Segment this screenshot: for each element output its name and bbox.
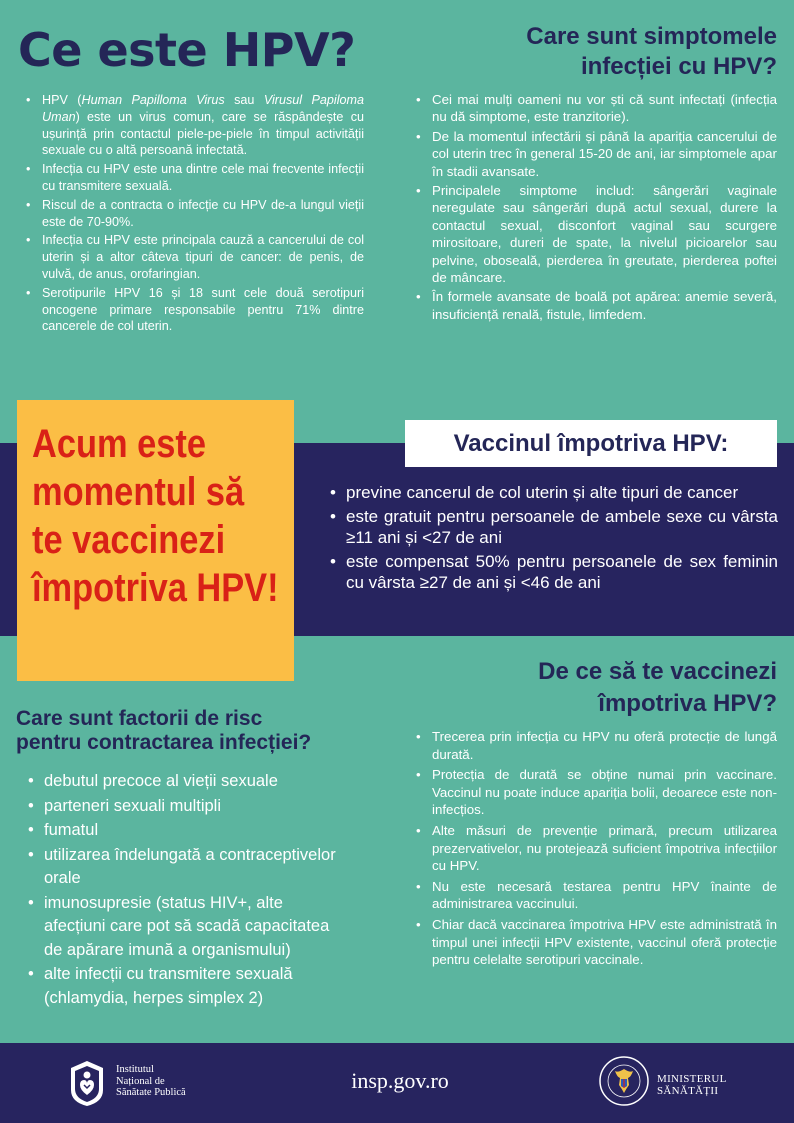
why-vaccinate-heading: De ce să te vaccinezi împotriva HPV? <box>538 658 777 717</box>
hpv-facts-list <box>24 92 364 337</box>
list-item: • este compensat 50% pentru persoanele de sex feminin cu vârsta ≥27 de ani și <46 de ani <box>328 551 778 593</box>
list-item: • este gratuit pentru persoanele de ambele sexe cu vârsta ≥11 ani și <27 de ani <box>328 506 778 548</box>
vaccine-benefits-list <box>328 482 778 596</box>
vaccine-heading-box <box>405 420 777 467</box>
list-item: • Infecția cu HPV este una dintre cele mai frecvente infecții cu transmitere sexuală. <box>24 161 364 195</box>
list-item: • Infecția cu HPV este principala cauză a cancerului de col uterin și a altor câteva tipuri de cancer: de penis, de vulvă, de anus, orofaringian. <box>24 232 364 282</box>
insp-name: Institutul Național de Sănătate Publică <box>116 1064 186 1098</box>
symptoms-list <box>414 91 777 325</box>
list-item: • Serotipurile HPV 16 și 18 sunt cele două serotipuri oncogene primare responsabile pentru 71% dintre cancerele de col uterin. <box>24 285 364 335</box>
list-item: • utilizarea îndelungată a contraceptivelor orale <box>26 844 336 891</box>
risk-factors-list <box>26 770 336 1011</box>
why-vaccinate-list <box>414 728 777 972</box>
list-item: • imunosupresie (status HIV+, alte afecțiuni care pot să scadă capacitatea de apărare imună a organismului) <box>26 892 336 963</box>
list-item: • fumatul <box>26 819 336 843</box>
call-to-action-box <box>17 400 294 681</box>
government-seal-icon <box>598 1055 650 1107</box>
list-item: • Trecerea prin infecția cu HPV nu oferă protecție de lungă durată. <box>414 728 777 763</box>
page-title: Ce este HPV? <box>18 23 356 77</box>
list-item: • De la momentul infectării și până la apariția cancerului de col uterin trec în general 15-20 de ani, iar simptomele apar în stadii avansate. <box>414 128 777 180</box>
call-to-action-text: Acum este momentul să te vaccinezi împotriva HPV! <box>32 422 279 610</box>
risk-factors-heading: Care sunt factorii de risc pentru contractarea infecției? <box>16 707 312 754</box>
list-item: • Alte măsuri de prevenție primară, precum utilizarea prezervativelor, nu protejează suficient împotriva infecțiilor cu HPV. <box>414 822 777 875</box>
list-item: • În formele avansate de boală pot apărea: anemie severă, insuficiență renală, fistule, limfedem. <box>414 288 777 323</box>
list-item: • Riscul de a contracta o infecție cu HPV de-a lungul vieții este de 70-90%. <box>24 197 364 231</box>
symptoms-heading: Care sunt simptomele infecției cu HPV? <box>526 23 777 80</box>
list-item: • debutul precoce al vieții sexuale <box>26 770 336 794</box>
vaccine-heading: Vaccinul împotriva HPV: <box>453 429 729 457</box>
list-item: • Cei mai mulți oameni nu vor ști că sunt infectați (infecția nu dă simptome, este tranzitorie). <box>414 91 777 126</box>
website-link[interactable]: insp.gov.ro <box>351 1068 449 1093</box>
list-item: • parteneri sexuali multipli <box>26 795 336 819</box>
list-item: • Nu este necesară testarea pentru HPV înainte de administrarea vaccinului. <box>414 878 777 913</box>
list-item: • HPV (Human Papilloma Virus sau Virusul Papiloma Uman) este un virus comun, care se răspândește cu ușurință prin contactul piele-pe-piele în timpul activității sexuale cu o altă persoană infectată. <box>24 92 364 159</box>
list-item: • Chiar dacă vaccinarea împotriva HPV este administrată în timpul unei infecții HPV existente, vaccinul oferă protecție pentru celelalte serotipuri vaccinale. <box>414 916 777 969</box>
list-item: • Protecția de durată se obține numai prin vaccinare. Vaccinul nu poate induce apariția bolii, deoarece este non-infecțios. <box>414 766 777 819</box>
list-item: • alte infecții cu transmitere sexuală (chlamydia, herpes simplex 2) <box>26 963 336 1010</box>
list-item: • Principalele simptome includ: sângerări vaginale neregulate sau sângerări după actul sexual, durere la contactul sexual, disconfort vaginal sau scurgere mirositoare, dureri de spate, la nivelul picioarelor sau pelvine, oboseală, pierderea în greutate, pierderea poftei de mâncare. <box>414 182 777 286</box>
list-item: • previne cancerul de col uterin și alte tipuri de cancer <box>328 482 778 503</box>
insp-logo-icon <box>68 1058 106 1108</box>
ministry-name: MINISTERUL SĂNĂTĂȚII <box>657 1073 727 1097</box>
